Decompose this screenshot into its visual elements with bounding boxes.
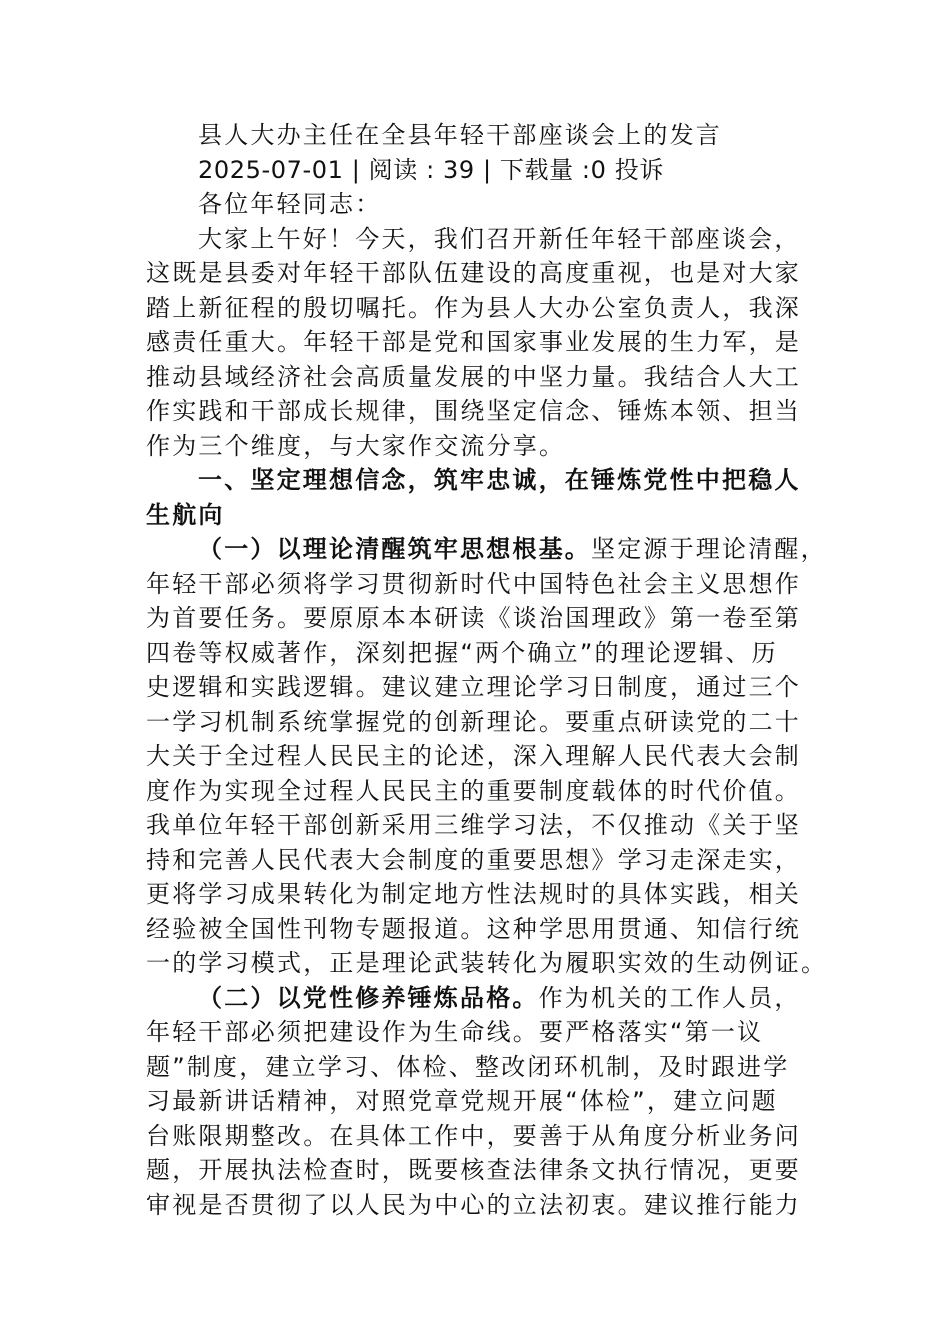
paragraph-line: 大家上午好！今天，我们召开新任年轻干部座谈会，: [198, 224, 801, 253]
heading-line: 生航向: [146, 500, 225, 529]
paragraph-line: 这既是县委对年轻干部队伍建设的高度重视，也是对大家: [146, 259, 801, 287]
meta-separator: |: [474, 155, 500, 184]
paragraph-line: 题，开展执法检查时，既要核查法律条文执行情况，更要: [146, 1156, 801, 1184]
paragraph-line: 审视是否贯彻了以人民为中心的立法初衷。建议推行能力: [146, 1190, 801, 1219]
paragraph-line: 台账限期整改。在具体工作中，要善于从角度分析业务问: [146, 1121, 801, 1150]
publish-date: 2025-07-01: [198, 155, 344, 184]
paragraph-line: 史逻辑和实践逻辑。建议建立理论学习日制度，通过三个: [146, 673, 801, 701]
salutation: 各位年轻同志：: [198, 190, 382, 218]
meta-separator: |: [343, 155, 369, 184]
paragraph-line: 四卷等权威著作，深刻把握“两个确立”的理论逻辑、历: [146, 638, 778, 667]
paragraph-line: 为首要任务。要原原本本研读《谈治国理政》第一卷至第: [146, 604, 801, 632]
paragraph-line: 大关于全过程人民民主的论述，深入理解人民代表大会制: [146, 742, 801, 770]
paragraph-line: [146, 981, 806, 1016]
paragraph-line: 一的学习模式，正是理论武装转化为履职实效的生动例证。: [146, 949, 828, 977]
paragraph-line: 度作为实现全过程人民民主的重要制度载体的时代价值。: [146, 776, 801, 805]
document-meta: [146, 153, 806, 188]
intro-paragraph: [146, 222, 806, 464]
paragraph-line: [146, 532, 827, 567]
paragraph-text: 作为机关的工作人员，: [538, 983, 801, 1012]
read-count: 39: [442, 155, 475, 184]
paragraph-line: 感责任重大。年轻干部是党和国家事业发展的生力军，是: [146, 328, 801, 356]
paragraph-line: 我单位年轻干部创新采用三维学习法，不仅推动《关于坚: [146, 811, 801, 839]
paragraph-line: 作为三个维度，与大家作交流分享。: [146, 431, 566, 460]
sub-section-1: [146, 532, 828, 981]
sub-section-2: [146, 981, 806, 1223]
paragraph-line: 一学习机制系统掌握党的创新理论。要重点研读党的二十: [146, 707, 801, 736]
paragraph-line: 更将学习成果转化为制定地方性法规时的具体实践，相关: [146, 880, 801, 908]
paragraph-line: 习最新讲话精神，对照党章党规开展“体检”，建立问题: [146, 1087, 778, 1115]
paragraph-line: 年轻干部必须把建设作为生命线。要严格落实“第一议: [146, 1018, 764, 1046]
document-page: [146, 118, 828, 1222]
paragraph-line: 踏上新征程的殷切嘱托。作为县人大办公室负责人，我深: [146, 293, 801, 322]
paragraph-text: 坚定源于理论清醒，: [591, 535, 827, 563]
download-count: 0: [590, 155, 607, 184]
paragraph-line: 题”制度，建立学习、体检、整改闭环机制，及时跟进学: [146, 1052, 790, 1081]
document-title: 县人大办主任在全县年轻干部座谈会上的发言: [198, 121, 722, 149]
sub-heading: （一）以理论清醒筑牢思想根基。: [198, 535, 591, 563]
section-heading: [146, 463, 806, 532]
sub-heading: （二）以党性修养锤炼品格。: [198, 983, 539, 1012]
report-link[interactable]: 投诉: [606, 155, 664, 184]
paragraph-line: 作实践和干部成长规律，围绕坚定信念、锤炼本领、担当: [146, 397, 801, 425]
download-label: 下载量 :: [499, 155, 591, 184]
heading-line: 一、坚定理想信念，筑牢忠诚，在锤炼党性中把稳人: [198, 466, 801, 494]
paragraph-line: 经验被全国性刊物专题报道。这种学思用贯通、知信行统: [146, 914, 801, 943]
paragraph-line: 持和完善人民代表大会制度的重要思想》学习走深走实，: [146, 845, 801, 874]
paragraph-line: 推动县域经济社会高质量发展的中坚力量。我结合人大工: [146, 362, 801, 391]
paragraph-line: 年轻干部必须将学习贯彻新时代中国特色社会主义思想作: [146, 569, 801, 598]
read-label: 阅读 :: [368, 155, 443, 184]
